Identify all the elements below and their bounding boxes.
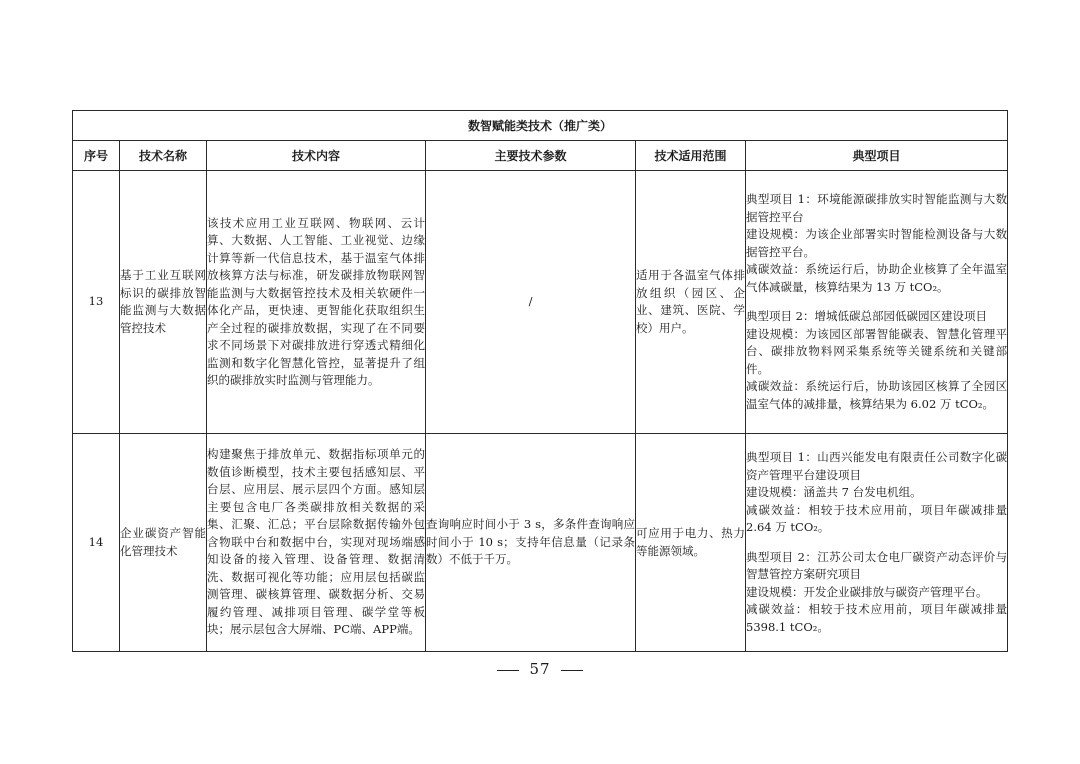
tech-scope: 可应用于电力、热力等能源领域。	[636, 434, 746, 652]
table-row	[73, 434, 1008, 652]
row-number: 14	[73, 434, 120, 652]
table-header-row	[73, 141, 1008, 171]
project-title: 典型项目 1：山西兴能发电有限责任公司数字化碳资产管理平台建设项目	[746, 450, 1008, 482]
project-title: 典型项目 2：增城低碳总部园低碳园区建设项目	[746, 309, 987, 323]
typical-projects	[746, 434, 1008, 652]
header-scope: 技术适用范围	[636, 141, 746, 171]
project-benefit: 减碳效益：系统运行后，协助企业核算了全年温室气体减碳量，核算结果为 13 万 tCO₂。	[746, 262, 1008, 294]
header-projects: 典型项目	[746, 141, 1008, 171]
page-number	[0, 660, 1080, 678]
typical-projects	[746, 171, 1008, 434]
dash-right	[561, 670, 583, 671]
table-title: 数智赋能类技术（推广类）	[73, 111, 1008, 141]
header-no: 序号	[73, 141, 120, 171]
row-number: 13	[73, 171, 120, 434]
tech-name: 企业碳资产智能化管理技术	[120, 434, 207, 652]
tech-content: 该技术应用工业互联网、物联网、云计算、大数据、人工智能、工业视觉、边缘计算等新一代信息技术，基于温室气体排放核算方法与标准，研发碳排放物联网智能监测与大数据管控技术及相关软硬件一体化产品，更快速、更智能化获取组织生产全过程的碳排放数据，实现了在不同要求不同场景下对碳排放进行穿透式精细化监测和数字化智慧化管控，显著提升了组织的碳排放实时监测与管理能力。	[207, 171, 426, 434]
project-benefit: 减碳效益：相较于技术应用前，项目年碳减排量 2.64 万 tCO₂。	[746, 502, 1008, 534]
tech-table	[72, 110, 1008, 652]
page-number-value: 57	[529, 660, 551, 678]
project-scale: 建设规模：为该企业部署实时智能检测设备与大数据管控平台。	[746, 227, 1008, 259]
project-scale: 建设规模：开发企业碳排放与碳资产管理平台。	[746, 584, 988, 599]
header-params: 主要技术参数	[426, 141, 636, 171]
tech-name: 基于工业互联网标识的碳排放智能监测与大数据管控技术	[120, 171, 207, 434]
project-benefit: 减碳效益：相较于技术应用前，项目年碳减排量 5398.1 tCO₂。	[746, 602, 1008, 634]
tech-scope: 适用于各温室气体排放组织（园区、企业、建筑、医院、学校）用户。	[636, 171, 746, 434]
header-content: 技术内容	[207, 141, 426, 171]
tech-content: 构建聚焦于排放单元、数据指标项单元的数值诊断模型，技术主要包括感知层、平台层、应用层、展示层四个方面。感知层主要包含电厂各类碳排放相关数据的采集、汇聚、汇总；平台层除数据传输外包含物联中台和数据中台，实现对现场端感知设备的接入管理、设备管理、数据清洗、数据可视化等功能；应用层包括碳监测管理、碳核算管理、碳数据分析、交易履约管理、减排项目管理、碳学堂等板块；展示层包含大屏端、PC端、APP端。	[207, 434, 426, 652]
project-scale: 建设规模：涵盖共 7 台发电机组。	[746, 485, 922, 499]
project-title: 典型项目 1：环境能源碳排放实时智能监测与大数据管控平台	[746, 192, 1008, 224]
project-benefit: 减碳效益：系统运行后，协助该园区核算了全园区温室气体的减排量，核算结果为 6.02 万 tCO₂。	[746, 379, 1008, 411]
dash-left	[497, 670, 519, 671]
project-title: 典型项目 2：江苏公司太仓电厂碳资产动态评价与智慧管控方案研究项目	[746, 549, 1008, 581]
table-title-row	[73, 111, 1008, 141]
project-scale: 建设规模：为该园区部署智能碳表、智慧化管理平台、碳排放物料网采集系统等关键系统和关键部件。	[746, 326, 1008, 376]
table-row	[73, 171, 1008, 434]
tech-params: /	[426, 171, 636, 434]
header-name: 技术名称	[120, 141, 207, 171]
tech-params: 查询响应时间小于 3 s，多条件查询响应时间小于 10 s；支持年信息量（记录条数）不低于千万。	[426, 434, 636, 652]
